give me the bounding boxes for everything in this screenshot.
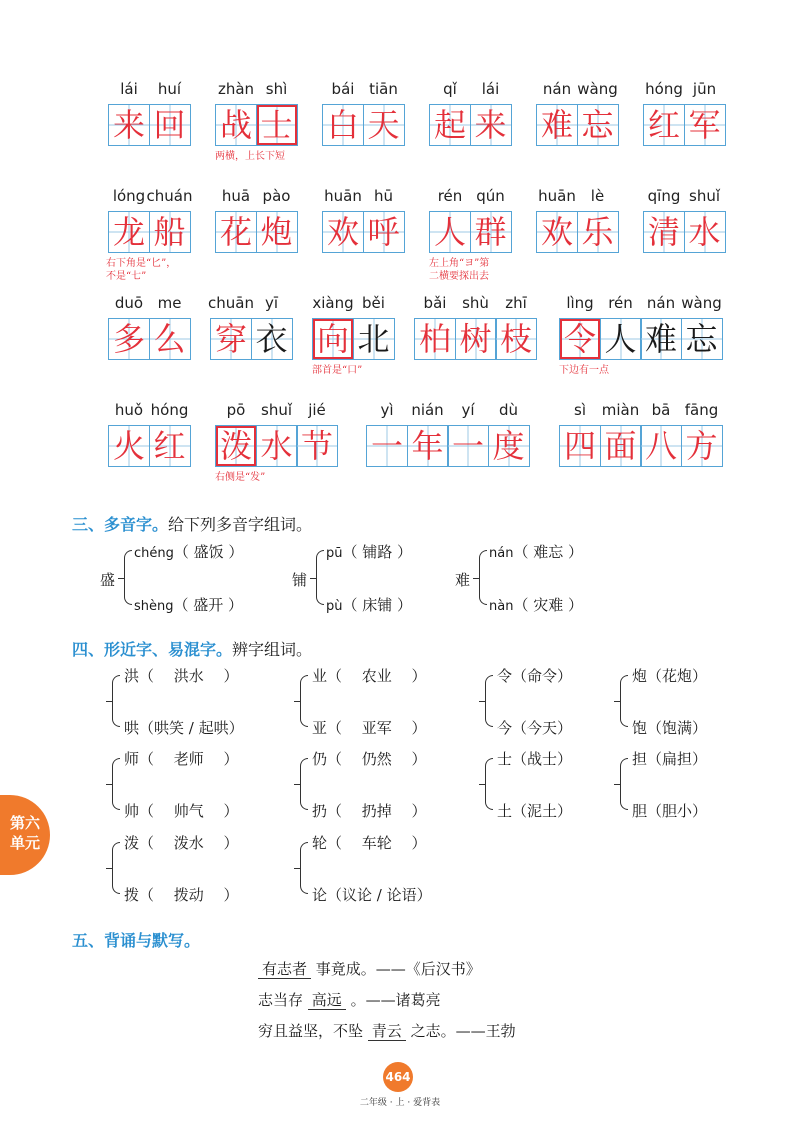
hanzi-char: 节 [300,427,333,465]
pinyin-label: qún [476,187,505,205]
hanzi-char: 清 [647,213,680,251]
word-group [536,80,619,150]
pinyin-label: lè [590,187,605,205]
hanzi-char: 树 [459,320,492,358]
brace [112,758,120,810]
similar-char-item: 哄（哄笑 / 起哄） [124,719,244,737]
similar-char-item: 论（议论 / 论语） [312,886,432,904]
tian-grid-cell [536,104,578,146]
pinyin-label: yī [264,294,279,312]
tian-grid-cell [488,425,530,467]
pinyin-label: jié [308,401,326,419]
brace [620,675,628,727]
brace [112,675,120,727]
footer-text: 二年级 · 上 · 爱背表 [359,1098,441,1108]
tian-grid-cell [577,211,619,253]
brace [112,842,120,894]
brace [485,675,493,727]
pinyin-label: pō [226,401,246,419]
hanzi-char: 天 [367,106,400,144]
hanzi-char: 红 [153,427,186,465]
similar-char-item: 今（今天） [497,719,573,737]
tian-grid-cell [312,318,354,360]
recite-line-3: 穷且益坚，不坠 青云 之志。——王勃 [258,1022,516,1040]
page-number: 464 [383,1062,413,1092]
hanzi-char: 乐 [581,213,614,251]
word-group [429,80,512,150]
tian-grid-cell [447,425,489,467]
brace [620,758,628,810]
pinyin-label: shì [265,80,288,98]
hanzi-char: 忘 [685,320,718,358]
brace [316,550,324,605]
similar-char-item: 帅（ 帅气 ） [124,802,239,820]
word-group [108,294,191,364]
pinyin-label: zhàn [217,80,255,98]
pinyin-label: huā [221,187,251,205]
pinyin-label: duō [114,294,144,312]
stroke-tip-note: 右下角是“匕”， 不是“七” [106,258,177,282]
pinyin-label: yí [461,401,475,419]
hanzi-char: 白 [326,106,359,144]
tian-grid-cell [536,211,578,253]
pinyin-label: běi [362,294,385,312]
tian-grid-cell [429,211,471,253]
tian-grid-cell [559,425,601,467]
tian-grid-cell [149,425,191,467]
pinyin-label: shuǐ [261,401,292,419]
pinyin-label: rén [608,294,633,312]
hanzi-char: 柏 [418,320,451,358]
word-group [429,187,512,282]
pinyin-label: hóng [645,80,683,98]
pinyin-label: wàng [681,294,722,312]
pinyin-label: chuān [208,294,254,312]
pinyin-label: tiān [369,80,398,98]
similar-char-item: 士（战士） [497,750,573,768]
stroke-tip-note: 右侧是“发” [215,472,266,483]
pinyin-label: lái [481,80,500,98]
hanzi-char: 令 [563,320,596,358]
pinyin-label: pào [262,187,291,205]
hanzi-char: 难 [644,320,677,358]
word-group [210,294,293,364]
pinyin-label: lái [120,80,138,98]
tian-grid-cell [108,211,150,253]
tian-grid-cell [149,211,191,253]
hanzi-char: 难 [540,106,573,144]
hanzi-char: 么 [153,320,186,358]
similar-char-item: 业（ 农业 ） [312,667,427,685]
section4-title: 四、形近字、易混字。辨字组词。 [72,640,313,659]
pinyin-label: sì [574,401,586,419]
tian-grid-cell [256,104,298,146]
word-group [414,294,537,364]
tian-grid-cell [470,104,512,146]
hanzi-char: 龙 [112,213,145,251]
similar-char-item: 炮（花炮） [632,667,708,685]
similar-char-item: 土（泥土） [497,802,573,820]
tian-grid-cell [353,318,395,360]
pinyin-label: bā [651,401,671,419]
hanzi-char: 八 [644,427,677,465]
tian-grid-cell [256,211,298,253]
tian-grid-cell [363,104,405,146]
tian-grid-cell [429,104,471,146]
pinyin-label: lóng [112,187,146,205]
tian-grid-cell [322,211,364,253]
hanzi-char: 炮 [260,213,293,251]
tian-grid-cell [108,104,150,146]
hanzi-char: 士 [260,106,293,144]
recite-line-2: 志当存 高远 。——诸葛亮 [258,991,441,1009]
hanzi-char: 红 [647,106,680,144]
similar-char-item: 饱（饱满） [632,719,708,737]
similar-char-item: 仍（ 仍然 ） [312,750,427,768]
pinyin-label: nián [411,401,444,419]
brace [300,758,308,810]
word-group [106,187,193,282]
pinyin-label: miàn [601,401,640,419]
hanzi-char: 人 [433,213,466,251]
similar-char-item: 师（ 老师 ） [124,750,239,768]
reading-2: nàn（ 灾难 ） [489,596,583,614]
reading-2: shèng（ 盛开 ） [134,596,244,614]
tian-grid-cell [414,318,456,360]
section3-title: 三、多音字。给下列多音字组词。 [72,515,313,534]
similar-char-item: 洪（ 洪水 ） [124,667,239,685]
pinyin-label: me [157,294,182,312]
tian-grid-cell [215,104,257,146]
hanzi-char: 一 [451,427,484,465]
pinyin-label: hóng [150,401,189,419]
pinyin-label: xiàng [312,294,354,312]
hanzi-char: 水 [260,427,293,465]
pinyin-label: nán [542,80,572,98]
tian-grid-cell [256,425,298,467]
brace [124,550,132,605]
hanzi-char: 船 [153,213,186,251]
tian-grid-cell [108,318,150,360]
hanzi-char: 度 [492,427,525,465]
polyphone-char: 难 [455,571,471,589]
recite-line-1: 有志者 事竟成。——《后汉书》 [258,958,481,979]
hanzi-char: 枝 [499,320,532,358]
tian-grid-cell [251,318,293,360]
similar-char-item: 泼（ 泼水 ） [124,834,239,852]
word-group [559,294,723,376]
unit-tab: 第六 单元 [0,795,50,875]
stroke-tip-note: 部首是“口” [312,365,363,376]
tian-grid-cell [366,425,408,467]
hanzi-char: 回 [153,106,186,144]
tian-grid-cell [643,211,685,253]
tian-grid-cell [470,211,512,253]
tian-grid-cell [640,318,682,360]
tian-grid-cell [215,425,257,467]
pinyin-label: bǎi [423,294,447,312]
word-group [643,80,726,150]
pinyin-label: huǒ [114,401,144,419]
polyphone-char: 铺 [292,571,308,589]
hanzi-char: 衣 [255,320,288,358]
similar-char-item: 亚（ 亚军 ） [312,719,427,737]
pinyin-label: wàng [577,80,618,98]
tian-grid-cell [684,104,726,146]
word-group [366,401,530,471]
tian-grid-cell [215,211,257,253]
hanzi-char: 面 [604,427,637,465]
hanzi-char: 年 [411,427,444,465]
similar-char-item: 令（命令） [497,667,573,685]
stroke-tip-note: 下边有一点 [559,365,609,376]
pinyin-label: jūn [692,80,717,98]
word-group [536,187,619,257]
pinyin-label: dù [498,401,519,419]
hanzi-char: 多 [112,320,145,358]
hanzi-char: 军 [688,106,721,144]
hanzi-char: 火 [112,427,145,465]
pinyin-label: shuǐ [689,187,720,205]
pinyin-label: nán [646,294,676,312]
word-group [215,401,338,483]
tian-grid-cell [681,425,723,467]
tian-grid-cell [407,425,449,467]
hanzi-char: 欢 [326,213,359,251]
reading-1: chéng（ 盛饭 ） [134,543,244,561]
stroke-tip-note: 左上角“ヨ”第 二横要探出去 [429,258,490,282]
similar-char-item: 担（扁担） [632,750,708,768]
tian-grid-cell [296,425,338,467]
word-group [312,294,395,376]
word-group [108,401,191,471]
word-group [643,187,726,257]
polyphone-char: 盛 [100,571,116,589]
word-group [108,80,191,150]
pinyin-label: huān [324,187,362,205]
tian-grid-cell [363,211,405,253]
reading-1: nán（ 难忘 ） [489,543,583,561]
section5-title: 五、背诵与默写。 [72,931,201,950]
similar-char-item: 胆（胆小） [632,802,708,820]
pinyin-label: qīng [647,187,681,205]
hanzi-char: 花 [219,213,252,251]
hanzi-char: 呼 [367,213,400,251]
tian-grid-cell [600,425,642,467]
hanzi-char: 群 [474,213,507,251]
similar-char-item: 轮（ 车轮 ） [312,834,427,852]
hanzi-char: 起 [433,106,466,144]
tian-grid-cell [577,104,619,146]
brace [300,675,308,727]
pinyin-label: yì [380,401,394,419]
word-group [322,80,405,150]
hanzi-char: 人 [604,320,637,358]
tian-grid-cell [640,425,682,467]
pinyin-label: bái [331,80,355,98]
tian-grid-cell [681,318,723,360]
hanzi-char: 穿 [214,320,247,358]
tian-grid-cell [600,318,642,360]
word-group [215,80,298,162]
pinyin-label: zhī [505,294,527,312]
brace [479,550,487,605]
pinyin-label: huān [538,187,576,205]
hanzi-char: 向 [316,320,349,358]
hanzi-char: 来 [112,106,145,144]
tian-grid-cell [455,318,497,360]
tian-grid-cell [210,318,252,360]
word-group [322,187,405,257]
tian-grid-cell [149,104,191,146]
tian-grid-cell [149,318,191,360]
pinyin-label: fāng [684,401,719,419]
hanzi-char: 泼 [219,427,252,465]
brace [300,842,308,894]
brace [485,758,493,810]
tian-grid-cell [108,425,150,467]
pinyin-label: huí [157,80,182,98]
tian-grid-cell [643,104,685,146]
pinyin-label: hū [373,187,394,205]
word-group [215,187,298,257]
tian-grid-cell [559,318,601,360]
word-group [559,401,723,471]
similar-char-item: 扔（ 扔掉 ） [312,802,427,820]
tian-grid-cell [684,211,726,253]
tian-grid-cell [322,104,364,146]
hanzi-char: 四 [563,427,596,465]
pinyin-label: shù [462,294,489,312]
hanzi-char: 一 [370,427,403,465]
hanzi-char: 来 [474,106,507,144]
hanzi-char: 欢 [540,213,573,251]
pinyin-label: lìng [566,294,594,312]
pinyin-label: rén [437,187,463,205]
tian-grid-cell [495,318,537,360]
pinyin-label: qǐ [443,80,457,98]
similar-char-item: 拨（ 拨动 ） [124,886,239,904]
reading-1: pū（ 铺路 ） [326,543,413,561]
stroke-tip-note: 两横，上长下短 [215,151,285,162]
hanzi-char: 水 [688,213,721,251]
hanzi-char: 忘 [581,106,614,144]
reading-2: pù（ 床铺 ） [326,596,413,614]
hanzi-char: 战 [219,106,252,144]
pinyin-label: chuán [146,187,193,205]
hanzi-char: 方 [685,427,718,465]
hanzi-char: 北 [357,320,390,358]
